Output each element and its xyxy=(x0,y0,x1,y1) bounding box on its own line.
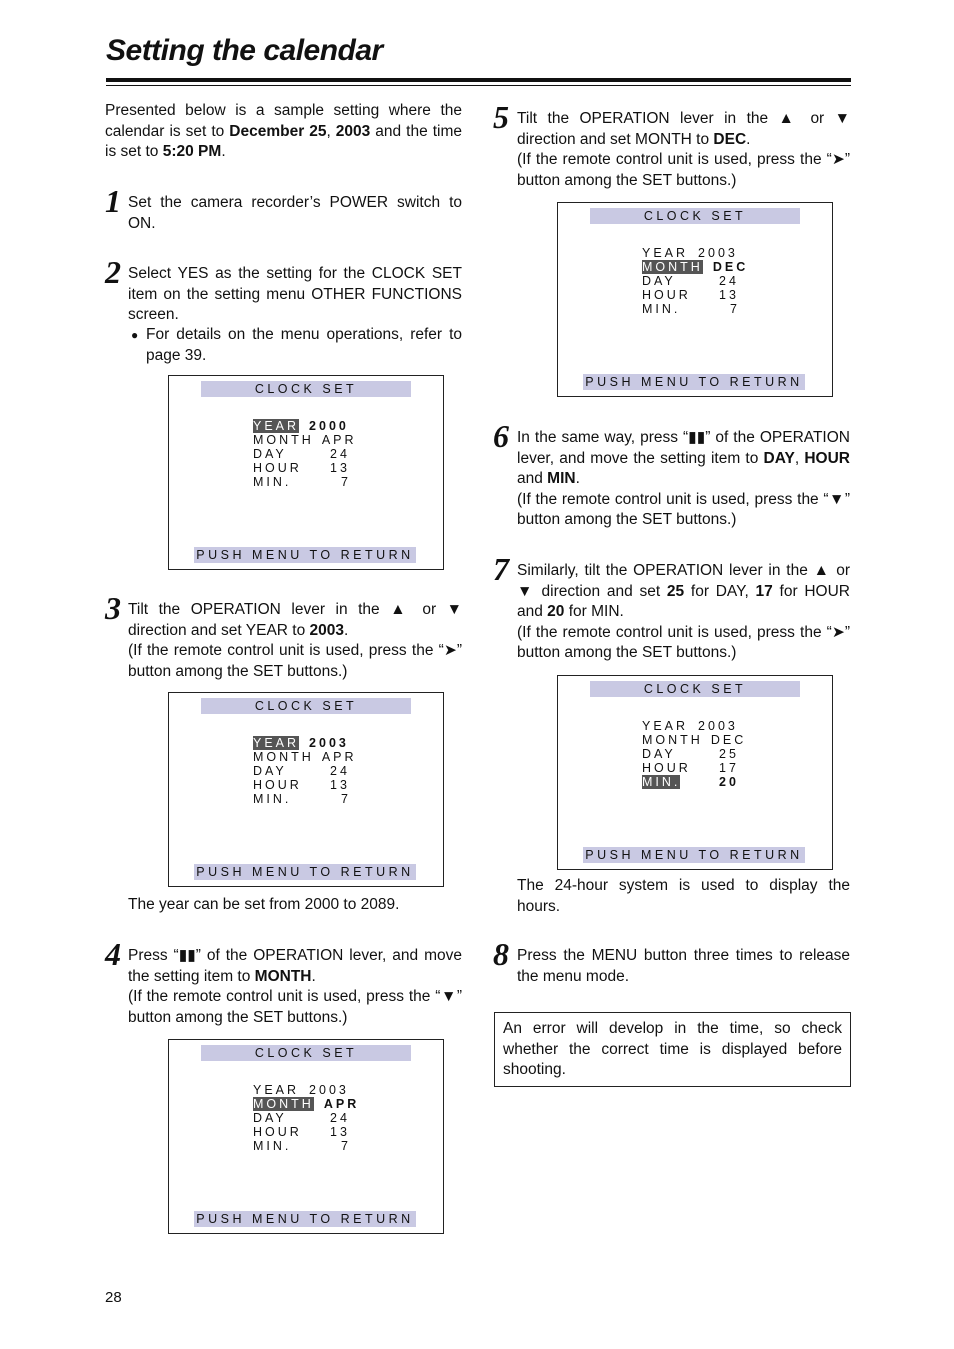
screen-footer: PUSH MENU TO RETURN xyxy=(583,847,805,863)
screen-footer: PUSH MENU TO RETURN xyxy=(583,374,805,390)
min-value: 7 xyxy=(341,1139,351,1153)
step-2-text: Select YES as the setting for the CLOCK SET item on the setting menu OTHER FUNCTIONS screen. xyxy=(128,265,462,323)
step-7-text-part: for MIN. xyxy=(564,603,624,620)
step-4-value: MONTH xyxy=(254,967,312,985)
month-label: MONTH xyxy=(642,733,703,747)
year-range-note: The year can be set from 2000 to 2089. xyxy=(128,896,400,913)
hour-system-note: The 24-hour system is used to display the hours. xyxy=(517,877,850,915)
day-value: 24 xyxy=(330,764,350,778)
month-value: APR xyxy=(323,1097,360,1111)
screen-header: CLOCK SET xyxy=(590,208,800,224)
intro-year: 2003 xyxy=(335,122,371,140)
step-6-day: DAY xyxy=(763,449,795,467)
year-label: YEAR xyxy=(253,736,300,750)
clock-set-screen-5 xyxy=(557,675,833,870)
step-8-number: 8 xyxy=(493,936,509,972)
title-rule-thin xyxy=(106,85,851,86)
min-label: MIN. xyxy=(253,475,292,489)
month-label: MONTH xyxy=(253,1097,314,1111)
page-title: Setting the calendar xyxy=(106,34,383,67)
hour-label: HOUR xyxy=(253,461,302,475)
step-8-text: Press the MENU button three times to release the menu mode. xyxy=(517,947,850,985)
step-3-text xyxy=(128,600,462,682)
day-label: DAY xyxy=(253,1111,287,1125)
step-5-period: . xyxy=(746,130,751,148)
min-value: 20 xyxy=(719,775,739,789)
year-value: 2003 xyxy=(698,719,738,733)
step-6-number: 6 xyxy=(493,418,509,454)
hour-label: HOUR xyxy=(642,288,691,302)
step-7-day-value: 25 xyxy=(666,582,685,600)
hour-label: HOUR xyxy=(253,778,302,792)
day-label: DAY xyxy=(642,274,676,288)
step-5-value: DEC xyxy=(713,130,747,148)
step-3-value: 2003 xyxy=(309,621,344,639)
step-4-instruction: Press “▮▮” of the OPERATION lever, and move the setting item to xyxy=(128,947,462,985)
month-value: DEC xyxy=(710,733,747,747)
year-value: 2000 xyxy=(309,419,349,433)
month-value: DEC xyxy=(712,260,749,274)
day-label: DAY xyxy=(253,447,287,461)
caution-note: An error will develop in the time, so check whether the correct time is displayed before shooting. xyxy=(494,1012,851,1087)
screen-header: CLOCK SET xyxy=(201,1045,411,1061)
step-3-remote-note: (If the remote control unit is used, press the “➤” button among the SET buttons.) xyxy=(128,642,462,680)
step-4-text xyxy=(128,946,462,1028)
step-3-period: . xyxy=(344,621,349,639)
intro-text: , xyxy=(326,122,336,140)
step-6-min: MIN xyxy=(547,470,576,487)
month-label: MONTH xyxy=(253,750,314,764)
min-label: MIN. xyxy=(642,302,681,316)
step-7-number: 7 xyxy=(493,551,509,587)
intro-text: . xyxy=(221,143,226,160)
step-3-instruction: Tilt the OPERATION lever in the ▲ or ▼ direction and set YEAR to xyxy=(128,601,462,639)
hour-value: 13 xyxy=(330,461,350,475)
intro-text: Presented below is a sample setting where the calendar is set to xyxy=(105,102,462,140)
screen-footer: PUSH MENU TO RETURN xyxy=(194,547,416,563)
year-label: YEAR xyxy=(642,719,689,733)
step-6-remote-note: (If the remote control unit is used, press the “▼” button among the SET buttons.) xyxy=(517,490,850,528)
step-7-remote-note: (If the remote control unit is used, press the “➤” button among the SET buttons.) xyxy=(517,623,850,661)
min-value: 7 xyxy=(341,792,351,806)
month-value: APR xyxy=(321,433,357,447)
step-6-sep: , xyxy=(794,449,805,467)
intro-time: 5:20 PM xyxy=(162,143,222,160)
hour-value: 17 xyxy=(719,761,739,775)
hour-value: 13 xyxy=(330,778,350,792)
step-7-text-part: for HOUR and xyxy=(517,582,850,620)
screen-header: CLOCK SET xyxy=(201,698,411,714)
step-6-sep: and xyxy=(517,470,548,487)
step-7-instruction: Similarly, tilt the OPERATION lever in the ▲ or ▼ direction and set xyxy=(517,562,850,600)
intro-date: December 25 xyxy=(229,122,327,140)
clock-set-screen-1 xyxy=(168,375,444,570)
day-value: 24 xyxy=(330,447,350,461)
min-value: 7 xyxy=(341,475,351,489)
step-5-text xyxy=(517,109,850,191)
bullet-icon: ● xyxy=(131,328,139,342)
year-value: 2003 xyxy=(698,246,738,260)
month-label: MONTH xyxy=(253,433,314,447)
step-6-text xyxy=(517,428,850,531)
min-label: MIN. xyxy=(253,1139,292,1153)
step-4-period: . xyxy=(311,967,316,985)
year-value: 2003 xyxy=(309,736,349,750)
step-3-number: 3 xyxy=(105,590,121,626)
year-label: YEAR xyxy=(253,419,300,433)
hour-value: 13 xyxy=(719,288,739,302)
step-1-number: 1 xyxy=(105,183,121,219)
min-value: 7 xyxy=(730,302,740,316)
step-4-remote-note: (If the remote control unit is used, press the “▼” button among the SET buttons.) xyxy=(128,988,462,1026)
day-value: 24 xyxy=(719,274,739,288)
step-4-number: 4 xyxy=(105,936,121,972)
step-5-number: 5 xyxy=(493,99,509,135)
year-label: YEAR xyxy=(253,1083,300,1097)
day-value: 24 xyxy=(330,1111,350,1125)
day-value: 25 xyxy=(719,747,739,761)
step-2-number: 2 xyxy=(105,254,121,290)
intro-text: and the time is set to xyxy=(105,122,462,160)
day-label: DAY xyxy=(642,747,676,761)
hour-value: 13 xyxy=(330,1125,350,1139)
hour-label: HOUR xyxy=(253,1125,302,1139)
year-value: 2003 xyxy=(309,1083,349,1097)
year-label: YEAR xyxy=(642,246,689,260)
min-label: MIN. xyxy=(642,775,681,789)
step-6-period: . xyxy=(575,470,580,487)
step-2-bullet: For details on the menu operations, refer to page 39. xyxy=(146,326,462,364)
screen-footer: PUSH MENU TO RETURN xyxy=(194,1211,416,1227)
hour-label: HOUR xyxy=(642,761,691,775)
step-7-text-part: for DAY, xyxy=(684,582,756,600)
clock-set-screen-3 xyxy=(168,1039,444,1234)
step-6-instruction: In the same way, press “▮▮” of the OPERATION lever, and move the setting item to xyxy=(517,429,850,467)
month-label: MONTH xyxy=(642,260,703,274)
clock-set-screen-2 xyxy=(168,692,444,887)
step-5-remote-note: (If the remote control unit is used, press the “➤” button among the SET buttons.) xyxy=(517,151,850,189)
screen-footer: PUSH MENU TO RETURN xyxy=(194,864,416,880)
step-1-text: Set the camera recorder’s POWER switch to ON. xyxy=(128,194,462,232)
step-7-hour-value: 17 xyxy=(755,582,773,600)
screen-header: CLOCK SET xyxy=(590,681,800,697)
clock-set-screen-4 xyxy=(557,202,833,397)
step-7-min-value: 20 xyxy=(547,603,565,620)
day-label: DAY xyxy=(253,764,287,778)
step-7-text xyxy=(517,561,850,664)
step-5-instruction: Tilt the OPERATION lever in the ▲ or ▼ direction and set MONTH to xyxy=(517,110,850,148)
min-label: MIN. xyxy=(253,792,292,806)
page-number: 28 xyxy=(105,1289,122,1306)
screen-header: CLOCK SET xyxy=(201,381,411,397)
month-value: APR xyxy=(321,750,357,764)
step-6-hour: HOUR xyxy=(804,449,850,467)
title-rule-thick xyxy=(106,78,851,82)
intro-paragraph xyxy=(105,101,462,163)
